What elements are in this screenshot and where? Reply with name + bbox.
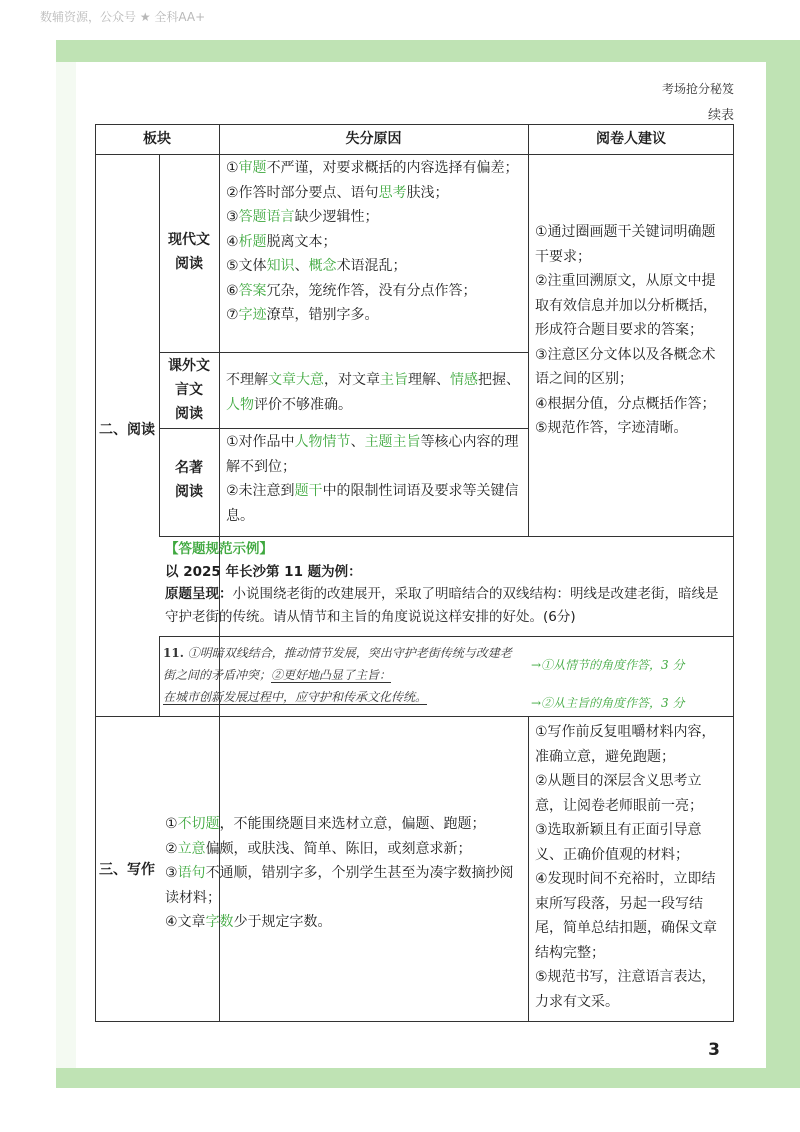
keyword-highlight: 析题 — [238, 233, 267, 250]
keyword-highlight: 人物 — [226, 396, 254, 413]
reasons-classical — [226, 368, 524, 417]
example-question: 原题呈现：小说围绕老街的改建展开，采取了明暗结合的双线结构：明线是改建老街，暗线是守护老街的传统。请从情节和主旨的角度说说这样安排的好处。(6分) — [165, 586, 719, 625]
reasons-modern — [226, 156, 524, 328]
module-label-modern: 现代文 阅读 — [168, 232, 210, 272]
scoring-note-plot: →①从情节的角度作答，3 分 — [531, 658, 685, 672]
advice-item: ⑤规范作答，字迹清晰。 — [535, 420, 688, 436]
reasons-writing — [165, 812, 525, 935]
keyword-highlight: 审题 — [238, 160, 267, 176]
advice-item: ①写作前反复咀嚼材料内容，准确立意，避免跑题； — [535, 724, 716, 765]
reason-item: ②未注意到题干中的限制性词语及要求等关键信息。 — [226, 483, 519, 524]
column-header-reason: 失分原因 — [345, 131, 402, 147]
module-label-classic-works: 名著 阅读 — [175, 460, 203, 500]
keyword-highlight: 主题主旨 — [364, 434, 421, 450]
reason-item: ①不切题，不能围绕题目来选材立意，偏题、跑题； — [165, 816, 486, 832]
example-block — [165, 538, 729, 628]
keyword-highlight: 语句 — [177, 865, 206, 881]
keyword-highlight: 题干 — [294, 483, 323, 499]
keyword-highlight: 立意 — [177, 840, 206, 857]
advice-item: ①通过圈画题干关键词明确题干要求； — [535, 224, 716, 265]
advice-item: ②从题目的深层含义思考立意，让阅卷老师眼前一亮； — [535, 773, 703, 814]
watermark: 数辅资源，公众号 ★ 全科AA+ — [40, 10, 206, 24]
green-band-right — [766, 62, 800, 1068]
reason-item: ②立意偏颇，或肤浅、简单、陈旧，或刻意求新； — [165, 840, 472, 857]
keyword-highlight: 主旨 — [380, 372, 408, 388]
reasons-classic-works — [226, 430, 524, 528]
advice-item: ④发现时间不充裕时，立即结束所写段落，另起一段写结尾，简单总结扣题，确保文章结构完整； — [535, 871, 717, 961]
advice-item: ⑤规范书写，注意语言表达，力求有文采。 — [535, 969, 716, 1010]
advice-item: ②注重回溯原文，从原文中提取有效信息并加以分析概括，形成符合题目要求的答案； — [535, 273, 717, 338]
column-header-advice: 阅卷人建议 — [596, 131, 666, 147]
scoring-note-theme: →②从主旨的角度作答，3 分 — [531, 696, 685, 710]
keyword-highlight: 文章大意 — [268, 372, 324, 388]
example-intro: 以 2025 年长沙第 11 题为例： — [165, 563, 362, 580]
green-band-top — [56, 40, 800, 62]
reason-item: ③语句不通顺，错别字多，个别学生甚至为凑字数摘抄阅读材料； — [165, 865, 514, 906]
reason-item: ③答题语言缺少逻辑性； — [226, 209, 379, 225]
keyword-highlight: 不切题 — [177, 816, 220, 832]
reason-item: ⑤文体知识、概念术语混乱； — [226, 258, 407, 274]
page-number: 3 — [708, 1040, 720, 1060]
reason-item: ①对作品中人物情节、主题主旨等核心内容的理解不到位； — [226, 434, 519, 475]
keyword-highlight: 答案 — [238, 282, 267, 299]
advice-writing — [535, 720, 729, 1014]
page-margin-left — [56, 62, 76, 1068]
module-label-classical: 课外文 言文 阅读 — [168, 358, 210, 422]
section-label-writing: 三、写作 — [99, 862, 155, 878]
handwritten-answer: 11. ①明暗双线结合，推动情节发展，突出守护老街传统与改建老街之间的矛盾冲突；②更好地凸显了主旨： 在城市创新发展过程中，应守护和传承文化传统。 — [163, 646, 512, 704]
keyword-highlight: 概念 — [308, 258, 337, 274]
keyword-highlight: 字迹 — [238, 307, 267, 323]
keyword-highlight: 答题语言 — [238, 209, 295, 225]
keyword-highlight: 情感 — [450, 372, 478, 388]
running-header: 考场抢分秘笈 — [661, 82, 734, 96]
advice-reading — [535, 220, 729, 441]
advice-item: ③选取新颖且有正面引导意义、正确价值观的材料； — [535, 822, 702, 863]
reason-item: ④文章字数少于规定字数。 — [165, 914, 332, 930]
example-heading: 【答题规范示例】 — [165, 541, 273, 557]
keyword-highlight: 字数 — [205, 914, 234, 930]
advice-item: ④根据分值，分点概括作答； — [535, 395, 716, 412]
keyword-highlight: 思考 — [378, 184, 407, 201]
reason-item: ①审题不严谨，对要求概括的内容选择有偏差； — [226, 160, 519, 176]
reason-item: ⑦字迹潦草，错别字多。 — [226, 307, 379, 323]
column-header-section: 板块 — [143, 131, 171, 147]
keyword-highlight: 人物情节 — [294, 434, 351, 450]
reason-item: ②作答时部分要点、语句思考肤浅； — [226, 184, 449, 201]
reason-item: ④析题脱离文本； — [226, 233, 337, 250]
green-band-bottom — [56, 1068, 800, 1088]
section-label-reading: 二、阅读 — [99, 422, 155, 438]
reason-item: ⑥答案冗杂，笼统作答，没有分点作答； — [226, 282, 477, 299]
continued-label: 续表 — [707, 108, 734, 123]
advice-item: ③注意区分文体以及各概念术语之间的区别； — [535, 346, 716, 387]
score-loss-table — [95, 124, 734, 1022]
keyword-highlight: 知识 — [266, 258, 295, 274]
reason-item: 不理解文章大意，对文章主旨理解、情感把握、人物评价不够准确。 — [226, 372, 520, 413]
